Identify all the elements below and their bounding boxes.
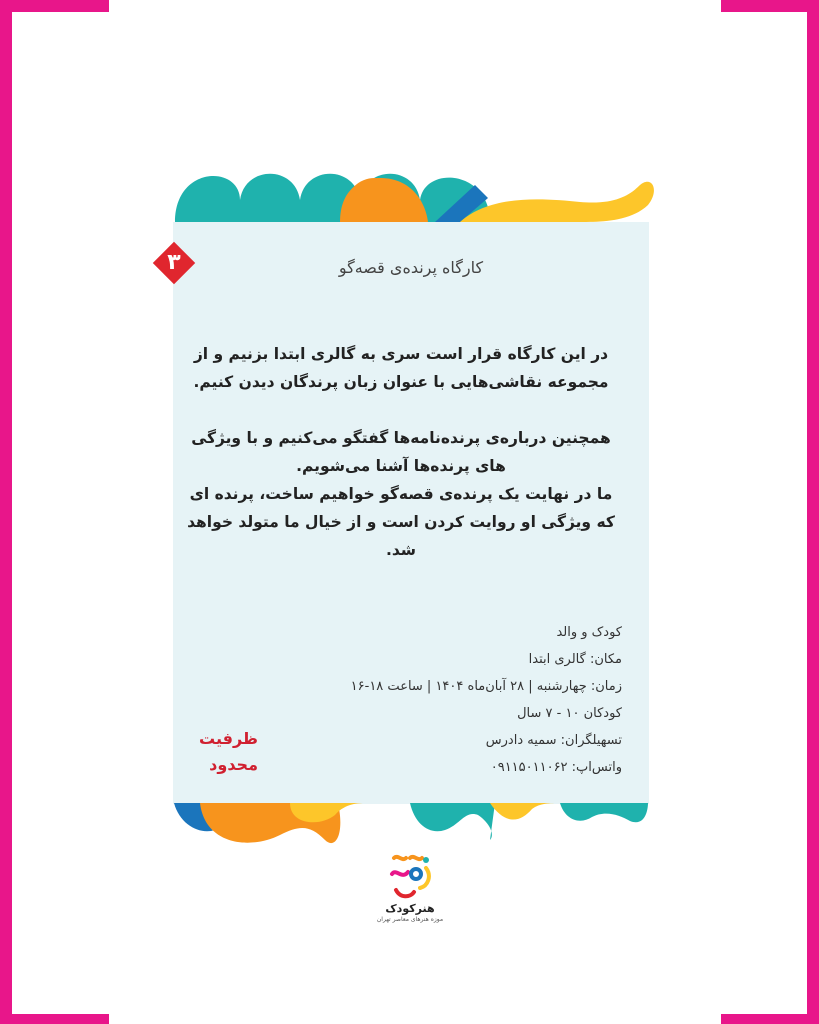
age-range-text: کودکان ۱۰ - ۷ سال <box>517 706 622 721</box>
facilitators-text: تسهیلگران: سمیه دادرس <box>485 733 622 748</box>
logo-name: هنرکودک <box>385 902 435 915</box>
frame-bottom-left-bar <box>0 1014 109 1024</box>
frame-top-left-bar <box>0 0 109 12</box>
logo-subtitle: موزه هنرهای معاصر تهران <box>376 916 444 923</box>
frame-bottom-right-bar <box>721 1014 819 1024</box>
logo-mark-icon <box>386 852 434 902</box>
capacity-line: ظرفیت <box>199 729 258 748</box>
decorative-wave-top <box>160 160 660 230</box>
location-text: مکان: گالری ابتدا <box>528 652 622 667</box>
frame-left-bar <box>0 0 12 1024</box>
capacity-line: محدود <box>209 755 258 774</box>
whatsapp-text: واتس‌اپ: ۰۹۱۱۵۰۱۱۰۶۲ <box>490 760 622 775</box>
audience-text: کودک و والد <box>556 625 622 640</box>
honar-koodak-logo <box>360 852 460 932</box>
workshop-description <box>185 340 617 564</box>
frame-right-bar <box>807 0 819 1024</box>
frame-top-right-bar <box>721 0 819 12</box>
workshop-number: ۳ <box>167 250 181 275</box>
description-paragraph: ما در نهایت یک پرنده‌ی قصه‌گو خواهیم ساخت، پرنده ای که ویژگی او روایت کردن است و از خیال ما متولد خواهد شد. <box>187 485 615 559</box>
capacity-notice <box>188 726 258 778</box>
time-text: زمان: چهارشنبه | ۲۸ آبان‌ماه ۱۴۰۴ | ساعت ۱۸-۱۶ <box>350 679 622 694</box>
description-paragraph: در این کارگاه قرار است سری به گالری ابتدا بزنیم و از مجموعه نقاشی‌هایی با عنوان زبان پرندگان دیدن کنیم. <box>193 345 609 391</box>
decorative-wave-bottom <box>160 795 660 855</box>
workshop-title: کارگاه پرنده‌ی قصه‌گو <box>338 258 484 277</box>
description-paragraph: همچنین درباره‌ی پرنده‌نامه‌ها گفتگو می‌کنیم و با ویژگی های پرنده‌ها آشنا می‌شویم. <box>191 429 611 475</box>
workshop-details <box>310 619 622 781</box>
